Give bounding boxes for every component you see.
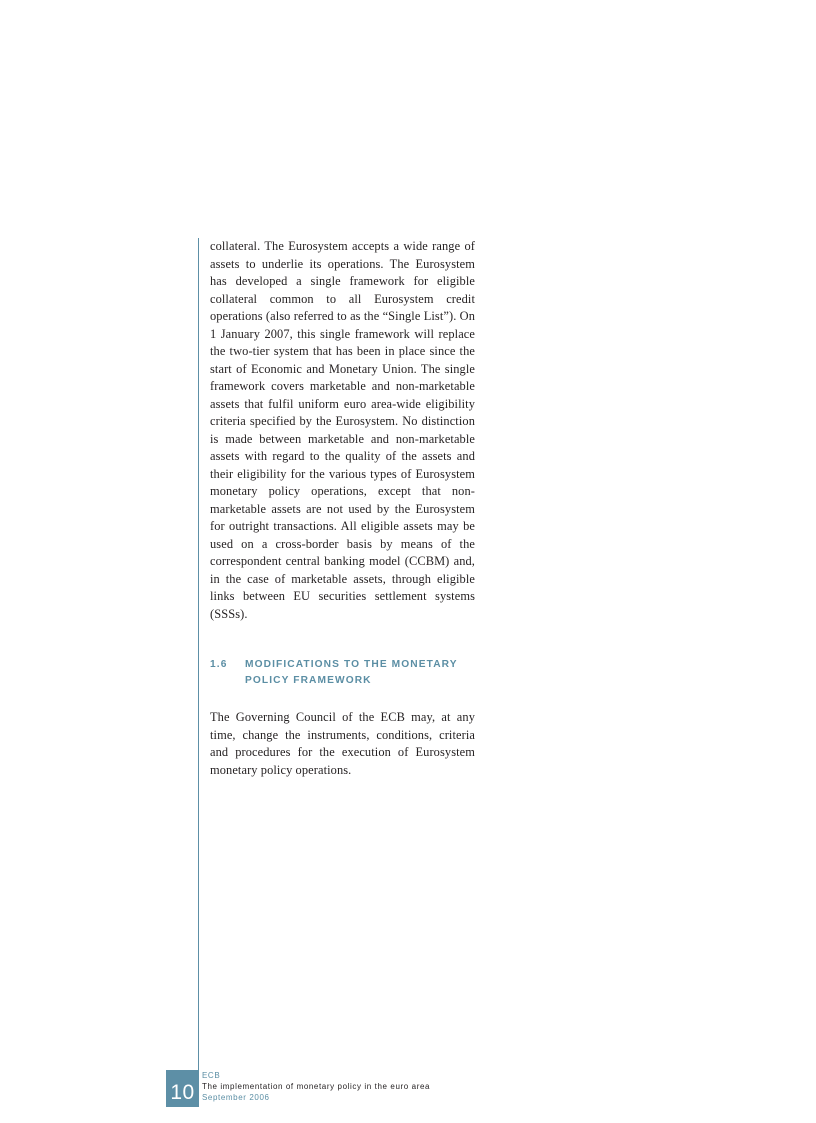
footer-organisation: ECB [202, 1071, 221, 1080]
section-number: 1.6 [210, 659, 228, 670]
footer-date: September 2006 [202, 1093, 270, 1102]
footer [202, 1070, 430, 1103]
footer-publication: The implementation of monetary policy in the euro area [202, 1082, 431, 1091]
paragraph-governing-council: The Governing Council of the ECB may, at any time, change the instruments, conditions, criteria and procedures for the execution of Eurosystem monetary policy operations. [210, 710, 475, 777]
body-column-2 [210, 709, 475, 779]
section-title-line-2: POLICY FRAMEWORK [245, 675, 372, 686]
section-title-line-1: MODIFICATIONS TO THE MONETARY [245, 659, 458, 670]
page-number: 10 [170, 1081, 195, 1104]
paragraph-collateral: collateral. The Eurosystem accepts a wide range of assets to underlie its operations. The Eurosystem has developed a single framework for eligible collateral common to all Eurosystem credit operations (also referred to as the “Single List”). On 1 January 2007, this single framework will replace the two-tier system that has been in place since the start of Economic and Monetary Union. The single framework covers marketable and non-marketable assets that fulfil uniform euro area-wide eligibility criteria specified by the Eurosystem. No distinction is made between marketable and non-marketable assets with regard to the quality of the assets and their eligibility for the various types of Eurosystem monetary policy operations, except that non-marketable assets are not used by the Eurosystem for outright transactions. All eligible assets may be used on a cross-border basis by means of the correspondent central banking model (CCBM) and, in the case of marketable assets, through eligible links between EU securities settlement systems (SSSs). [210, 239, 475, 621]
section-title [245, 657, 505, 689]
body-column [210, 238, 475, 623]
margin-rule [198, 238, 199, 1076]
